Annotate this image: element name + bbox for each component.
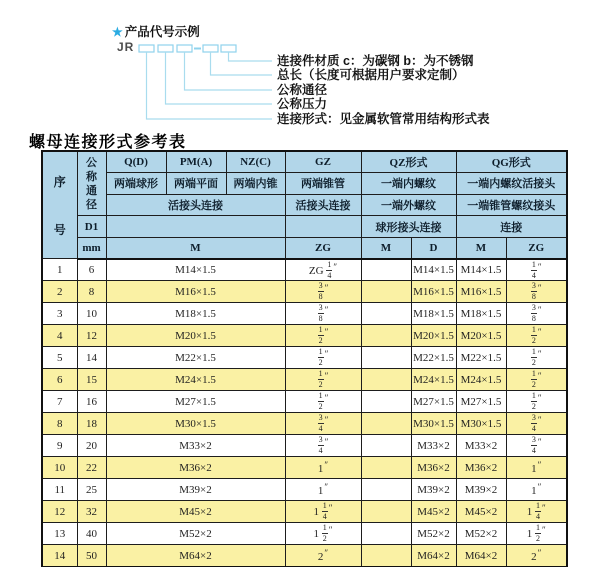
cell-qg-zg — [506, 347, 567, 369]
cell-qz-d: M14×1.5 — [411, 259, 456, 281]
cell-qz-d: M18×1.5 — [411, 303, 456, 325]
header-serial-char: 序 — [53, 174, 66, 189]
cell-qg-m: M36×2 — [456, 457, 506, 479]
table-row — [42, 413, 567, 435]
cell-m: M39×2 — [106, 479, 285, 501]
cell-serial: 5 — [42, 347, 77, 369]
inch-mark: ″ — [324, 460, 329, 471]
diagram-label-material: 连接件材质 c：为碳钢 b：为不锈钢 — [277, 54, 474, 68]
header-nd-char: 通 — [86, 184, 97, 197]
cell-serial: 3 — [42, 303, 77, 325]
cell-gz — [285, 325, 361, 347]
table-row — [42, 369, 567, 391]
header-qz-d: D — [411, 237, 456, 259]
cell-serial: 11 — [42, 479, 77, 501]
fraction: $\frac{1}{2}$ — [318, 369, 323, 390]
cell-mm: 8 — [77, 281, 106, 303]
cell-qz-m — [361, 259, 411, 281]
cell-serial: 9 — [42, 435, 77, 457]
leader-line — [211, 52, 273, 75]
cell-gz — [285, 303, 361, 325]
inch-mark: ″ — [324, 349, 329, 360]
fraction: $\frac{3}{8}$ — [531, 303, 536, 324]
fraction: $\frac{1}{4}$ — [327, 259, 332, 280]
cell-qz-d: M52×2 — [411, 523, 456, 545]
table-row — [42, 523, 567, 545]
header-col-nz: NZ(C) — [226, 151, 285, 173]
cell-serial: 13 — [42, 523, 77, 545]
inch-mark: ″ — [537, 482, 542, 493]
header-nd-char: 称 — [86, 170, 97, 183]
header-col-qg: QG形式 — [456, 151, 567, 173]
cell-mm: 22 — [77, 457, 106, 479]
cell-gz — [285, 435, 361, 457]
fraction: $\frac{1}{4}$ — [536, 501, 540, 522]
inch-mark: ″ — [537, 437, 542, 448]
cell-gz: 2″ — [285, 545, 361, 567]
diagram-label-pressure: 公称压力 — [277, 97, 328, 111]
fraction: $\frac{1}{2}$ — [322, 523, 327, 544]
header-zg: ZG — [285, 237, 361, 259]
cell-gz — [285, 369, 361, 391]
header-empty-gz — [285, 216, 361, 238]
cell-serial: 2 — [42, 281, 77, 303]
cell-qz-m — [361, 391, 411, 413]
cell-qg-m: M30×1.5 — [456, 413, 506, 435]
inch-mark: ″ — [324, 283, 329, 294]
cell-mm: 12 — [77, 325, 106, 347]
header-col-gz: GZ — [285, 151, 361, 173]
cell-qg-zg — [506, 281, 567, 303]
cell-qg-m: M33×2 — [456, 435, 506, 457]
cell-serial: 4 — [42, 325, 77, 347]
cell-qz-m — [361, 303, 411, 325]
table-row — [42, 281, 567, 303]
cell-gz — [285, 413, 361, 435]
header-qg-type: 一端内螺纹活接头 — [456, 173, 567, 195]
diagram-label-length: 总长（长度可根据用户要求定制） — [277, 68, 465, 82]
fraction: $\frac{3}{8}$ — [531, 281, 536, 302]
cell-qz-d: M16×1.5 — [411, 281, 456, 303]
inch-mark: ″ — [324, 393, 329, 404]
fraction: $\frac{1}{2}$ — [536, 523, 540, 544]
inch-mark: ″ — [537, 283, 542, 294]
fraction: $\frac{3}{4}$ — [531, 435, 536, 456]
cell-qz-m — [361, 435, 411, 457]
cell-qg-zg — [506, 369, 567, 391]
cell-qg-zg — [506, 435, 567, 457]
cell-qg-zg: 1 $\frac{1}{2}$ ″ — [506, 523, 567, 545]
cell-mm: 16 — [77, 391, 106, 413]
code-box — [203, 45, 218, 52]
header-col-qz: QZ形式 — [361, 151, 456, 173]
cell-m: M27×1.5 — [106, 391, 285, 413]
cell-mm: 18 — [77, 413, 106, 435]
leader-line — [229, 52, 273, 61]
header-nominal-diameter — [77, 151, 106, 216]
header-qg-zg: ZG — [506, 237, 567, 259]
inch-mark: ″ — [324, 305, 329, 316]
table-title: 螺母连接形式参考表 — [29, 134, 187, 151]
header-nz-type: 两端内锥 — [226, 173, 285, 195]
cell-qz-m — [361, 457, 411, 479]
cell-qz-m — [361, 325, 411, 347]
cell-gz: ZG $\frac{1}{4}$ ″ — [285, 259, 361, 281]
header-qz-conn2: 球形接头连接 — [361, 216, 456, 238]
inch-mark: ″ — [324, 415, 329, 426]
fraction: $\frac{1}{2}$ — [318, 325, 323, 346]
cell-m: M33×2 — [106, 435, 285, 457]
inch-mark: ″ — [324, 437, 329, 448]
header-qz-m: M — [361, 237, 411, 259]
code-prefix: JR — [117, 40, 135, 54]
inch-mark: ″ — [537, 460, 542, 471]
table-row — [42, 325, 567, 347]
cell-qg-m: M45×2 — [456, 501, 506, 523]
header-nd-char: 公 — [86, 156, 97, 169]
header-gz-type: 两端锥管 — [285, 173, 361, 195]
cell-m: M14×1.5 — [106, 259, 285, 281]
cell-qz-m — [361, 479, 411, 501]
inch-mark: ″ — [542, 525, 546, 536]
cell-qg-zg — [506, 413, 567, 435]
table-row — [42, 479, 567, 501]
cell-gz: 1″ — [285, 457, 361, 479]
header-qg-conn: 一端锥管螺纹接头 — [456, 194, 567, 216]
nut-connection-table — [41, 150, 568, 567]
table-row — [42, 391, 567, 413]
cell-qg-m: M20×1.5 — [456, 325, 506, 347]
header-pm-type: 两端平面 — [166, 173, 226, 195]
cell-gz: 1 $\frac{1}{4}$ ″ — [285, 501, 361, 523]
cell-m: M30×1.5 — [106, 413, 285, 435]
cell-mm: 15 — [77, 369, 106, 391]
cell-qg-zg: 1″ — [506, 457, 567, 479]
inch-mark: ″ — [537, 305, 542, 316]
header-col-q: Q(D) — [106, 151, 166, 173]
fraction: $\frac{1}{2}$ — [318, 347, 323, 368]
cell-qz-d: M39×2 — [411, 479, 456, 501]
fraction: $\frac{3}{4}$ — [531, 413, 536, 434]
cell-serial: 10 — [42, 457, 77, 479]
cell-qg-m: M27×1.5 — [456, 391, 506, 413]
cell-mm: 40 — [77, 523, 106, 545]
cell-qz-m — [361, 501, 411, 523]
cell-serial: 7 — [42, 391, 77, 413]
cell-serial: 14 — [42, 545, 77, 567]
cell-m: M16×1.5 — [106, 281, 285, 303]
code-box — [139, 45, 154, 52]
cell-gz: 1″ — [285, 479, 361, 501]
cell-qg-zg: 2″ — [506, 545, 567, 567]
inch-mark: ″ — [328, 525, 333, 536]
cell-qz-d: M45×2 — [411, 501, 456, 523]
cell-mm: 6 — [77, 259, 106, 281]
cell-qz-d: M64×2 — [411, 545, 456, 567]
cell-serial: 8 — [42, 413, 77, 435]
header-qg-m: M — [456, 237, 506, 259]
table-row — [42, 347, 567, 369]
inch-mark: ″ — [537, 548, 542, 559]
cell-serial: 1 — [42, 259, 77, 281]
inch-mark: ″ — [537, 393, 542, 404]
cell-qz-m — [361, 347, 411, 369]
cell-qg-m: M22×1.5 — [456, 347, 506, 369]
cell-qg-m: M16×1.5 — [456, 281, 506, 303]
header-q-type: 两端球形 — [106, 173, 166, 195]
fraction: $\frac{3}{8}$ — [318, 281, 323, 302]
cell-qz-d: M33×2 — [411, 435, 456, 457]
fraction: $\frac{1}{2}$ — [531, 369, 536, 390]
cell-qz-m — [361, 413, 411, 435]
diagram-label-conn-form: 连接形式：见金属软管常用结构形式表 — [277, 112, 490, 126]
cell-qz-m — [361, 369, 411, 391]
cell-gz: 1 $\frac{1}{2}$ ″ — [285, 523, 361, 545]
code-box — [177, 45, 192, 52]
cell-gz — [285, 347, 361, 369]
table-row — [42, 303, 567, 325]
leader-line — [166, 52, 273, 104]
diagram-label-diameter: 公称通径 — [277, 83, 328, 97]
cell-qz-m — [361, 545, 411, 567]
table-row — [42, 457, 567, 479]
inch-mark: ″ — [328, 503, 333, 514]
cell-m: M45×2 — [106, 501, 285, 523]
cell-qg-zg — [506, 259, 567, 281]
cell-qz-d: M36×2 — [411, 457, 456, 479]
cell-mm: 14 — [77, 347, 106, 369]
cell-qg-m: M39×2 — [456, 479, 506, 501]
table-row — [42, 501, 567, 523]
inch-mark: ″ — [324, 548, 329, 559]
fraction: $\frac{3}{4}$ — [318, 435, 323, 456]
cell-m: M22×1.5 — [106, 347, 285, 369]
cell-m: M18×1.5 — [106, 303, 285, 325]
cell-qz-d: M24×1.5 — [411, 369, 456, 391]
fraction: $\frac{1}{4}$ — [322, 501, 327, 522]
inch-mark: ″ — [537, 349, 542, 360]
cell-qz-d: M27×1.5 — [411, 391, 456, 413]
table-row — [42, 435, 567, 457]
cell-mm: 25 — [77, 479, 106, 501]
cell-m: M20×1.5 — [106, 325, 285, 347]
header-qg-conn2: 连接 — [456, 216, 567, 238]
table-row — [42, 259, 567, 281]
table-body — [42, 259, 567, 567]
cell-qg-zg: 1 $\frac{1}{4}$ ″ — [506, 501, 567, 523]
cell-qg-zg — [506, 303, 567, 325]
fraction: $\frac{3}{4}$ — [318, 413, 323, 434]
inch-mark: ″ — [537, 415, 542, 426]
fraction: $\frac{1}{2}$ — [318, 391, 323, 412]
header-mm: mm — [77, 237, 106, 259]
cell-qg-m: M24×1.5 — [456, 369, 506, 391]
cell-qz-m — [361, 281, 411, 303]
code-box — [221, 45, 236, 52]
fraction: $\frac{1}{2}$ — [531, 347, 536, 368]
header-qz-conn: 一端外螺纹 — [361, 194, 456, 216]
cell-qz-d: M20×1.5 — [411, 325, 456, 347]
header-m-wide: M — [106, 237, 285, 259]
cell-qz-d: M22×1.5 — [411, 347, 456, 369]
inch-mark: ″ — [537, 327, 542, 338]
cell-m: M24×1.5 — [106, 369, 285, 391]
header-serial-char: 号 — [53, 222, 66, 237]
inch-mark: ″ — [537, 261, 542, 272]
cell-mm: 50 — [77, 545, 106, 567]
cell-gz — [285, 391, 361, 413]
cell-qz-m — [361, 523, 411, 545]
cell-serial: 6 — [42, 369, 77, 391]
diagram-heading-text: 产品代号示例 — [124, 25, 200, 39]
cell-qg-zg — [506, 325, 567, 347]
fraction: $\frac{3}{8}$ — [318, 303, 323, 324]
code-box — [158, 45, 173, 52]
inch-mark: ″ — [333, 261, 338, 272]
fraction: $\frac{1}{2}$ — [531, 391, 536, 412]
fraction: $\frac{1}{4}$ — [531, 259, 536, 280]
inch-mark: ″ — [542, 503, 546, 514]
diagram-heading — [112, 22, 200, 40]
cell-qg-m: M18×1.5 — [456, 303, 506, 325]
header-col-pm: PM(A) — [166, 151, 226, 173]
cell-m: M64×2 — [106, 545, 285, 567]
inch-mark: ″ — [324, 482, 329, 493]
cell-qg-m: M14×1.5 — [456, 259, 506, 281]
cell-qg-m: M64×2 — [456, 545, 506, 567]
inch-mark: ″ — [324, 327, 329, 338]
header-gz-conn: 活接头连接 — [285, 194, 361, 216]
header-serial — [42, 151, 77, 259]
cell-qg-m: M52×2 — [456, 523, 506, 545]
inch-mark: ″ — [324, 371, 329, 382]
header-nd-char: 径 — [86, 198, 97, 211]
header-qz-type: 一端内螺纹 — [361, 173, 456, 195]
header-empty-wide — [106, 216, 285, 238]
table-row — [42, 545, 567, 567]
cell-qg-zg: 1″ — [506, 479, 567, 501]
cell-mm: 32 — [77, 501, 106, 523]
cell-serial: 12 — [42, 501, 77, 523]
inch-mark: ″ — [537, 371, 542, 382]
cell-qg-zg — [506, 391, 567, 413]
header-qpmnz-conn: 活接头连接 — [106, 194, 285, 216]
cell-m: M36×2 — [106, 457, 285, 479]
star-icon: ★ — [112, 25, 123, 39]
cell-gz — [285, 281, 361, 303]
cell-qz-d: M30×1.5 — [411, 413, 456, 435]
fraction: $\frac{1}{2}$ — [531, 325, 536, 346]
cell-m: M52×2 — [106, 523, 285, 545]
cell-mm: 10 — [77, 303, 106, 325]
cell-mm: 20 — [77, 435, 106, 457]
header-d1: D1 — [77, 216, 106, 238]
